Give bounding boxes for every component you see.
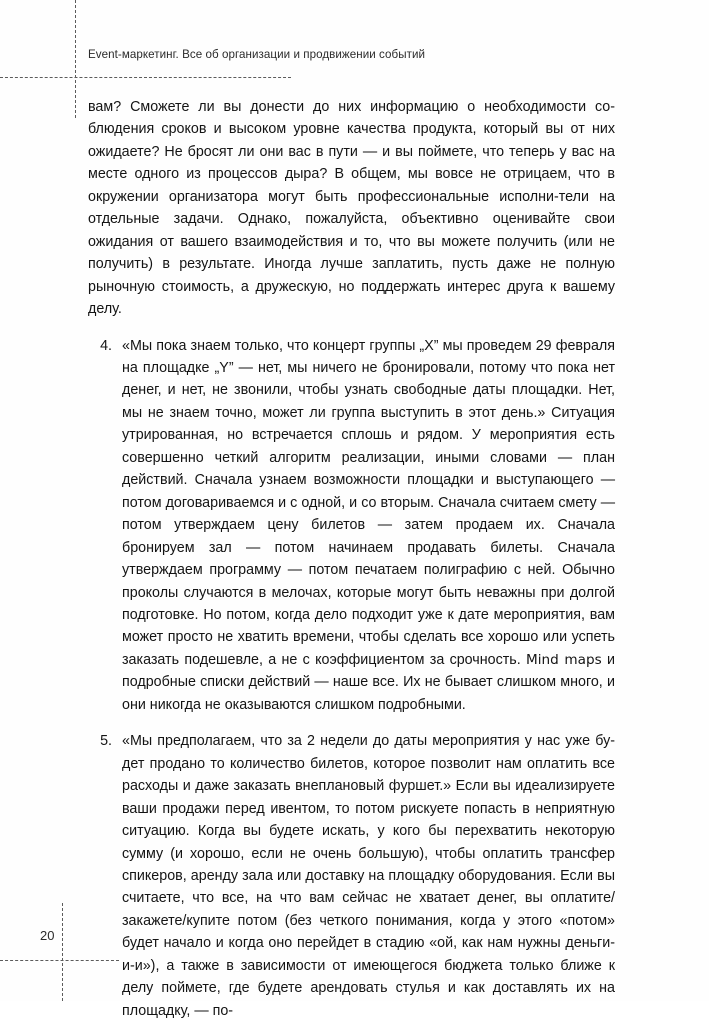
running-header: Event-маркетинг. Все об организации и продвижении событий [88, 48, 426, 61]
list-item-latin-term: Mind maps [526, 651, 602, 668]
dashed-vertical-rule-top-icon [75, 0, 76, 118]
numbered-list [88, 335, 615, 1022]
list-item-marker: 5. [100, 733, 112, 750]
list-item-text-tail: и подробные списки действий — наше все. Их не бывает слишком много, и они никогда не оказываются слишком подробными. [122, 651, 615, 713]
page-content [88, 96, 615, 1022]
dashed-horizontal-rule-top-icon [0, 77, 291, 78]
continued-paragraph: вам? Сможете ли вы донести до них информацию о необходимости со-блюдения сроков и высоком уровне качества продукта, который вы от них ожидаете? Не бросят ли они вас в пути — и вы поймете, что теперь у вас на месте одного из процессов дыра? В общем, мы вовсе не отрицаем, что в окружении организатора могут быть профессиональные исполни-тели на отдельные задачи. Однако, пожалуйста, объективно оценивайте свои ожидания от вашего взаимодействия и то, что вы можете получить (или не получить) в результате. Иногда лучше заплатить, пусть даже не полную рыночную стоимость, а дружескую, но поддержать интерес друга к вашему делу. [88, 99, 615, 318]
list-item [88, 335, 615, 717]
list-item [88, 730, 615, 1022]
list-item-marker: 4. [100, 337, 112, 354]
page-number: 20 [40, 928, 55, 943]
list-item-text-lead: «Мы пока знаем только, что концерт группы „X” мы проведем 29 февраля на площадке „Y” — нет, мы ничего не бронировали, потому что пока нет денег, и нет, не звонили, чтобы узнать свободные даты площадки. Нет, мы не знаем точно, может ли группа выступить в этот день.» Ситуация утрированная, но встречается сплошь и рядом. У мероприятия есть совершенно четкий алгоритм реализации, иными словами — план действий. Сначала узнаем возможности площадки и выступающего — потом договариваемся и с одной, и со вторым. Сначала считаем смету — потом утверждаем цену билетов — затем продаем их. Сначала бронируем зал — потом начинаем продавать билеты. Сначала утверждаем программу — потом печатаем полиграфию с ней. Обычно проколы случаются в мелочах, которые могут быть неважны при долгой подготовке. Но потом, когда дело подходит уже к дате мероприятия, вам может просто не хватить времени, чтобы сделать все хорошо или успеть заказать подешевле, а не с коэффициентом за срочность. [122, 337, 615, 668]
dashed-vertical-rule-bottom-icon [62, 903, 63, 1001]
list-item-text-lead: «Мы предполагаем, что за 2 недели до даты мероприятия у нас уже бу-дет продано то количество билетов, которое позволит нам оплатить все расходы и даже заказать внеплановый фуршет.» Если вы идеализируете ваши продажи перед ивентом, то потом рискуете попасть в неприятную ситуацию. Когда вы будете искать, у кого бы перехватить некоторую сумму (и хорошо, если не очень большую), чтобы оплатить трансфер спикеров, аренду зала или доставку на площадку оборудования. Если вы считаете, что все, на что вам сейчас не хватает денег, вы оплатите/закажете/купите потом (без четкого понимания, когда у этого «потом» будет начало и когда оно перейдет в стадию «ой, как нам нужны деньги-и-и»), а также в зависимости от имеющегося бюджета только ближе к делу поймете, где будете арендовать стулья и как доставлять их на площадку, — по- [122, 733, 615, 1019]
